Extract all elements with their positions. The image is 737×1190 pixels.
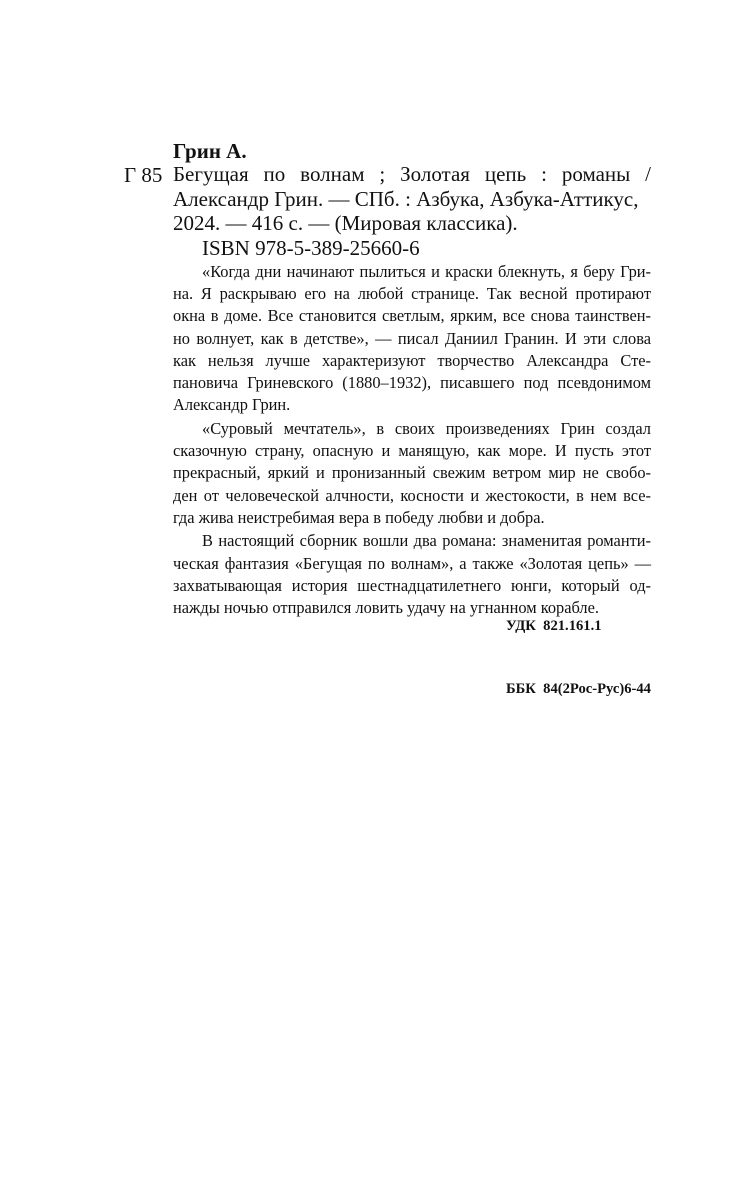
annotation-line: гда жива неистребимая вера в победу любви и добра. [173, 507, 545, 527]
annotation-line: пановича Гриневского (1880–1932), писавшего под псевдонимом [173, 373, 651, 393]
isbn-line: ISBN 978-5-389-25660-6 [202, 235, 420, 260]
annotation-line: сказочную страну, опасную и манящую, как море. И пусть этот [173, 441, 651, 461]
annotation-line: ден от человеческой алчности, косности и жестокости, в нем все- [173, 485, 651, 505]
annotation-line: но волнует, как в детстве», — писал Даниил Гранин. И эти слова [173, 328, 651, 348]
annotation-line: как нельзя лучше характеризуют творчество Александра Сте- [173, 350, 651, 370]
udk-code: УДК 821.161.1 [506, 618, 602, 634]
annotation-line: на. Я раскрываю его на любой странице. Так весной протирают [173, 284, 651, 304]
title-line: 2024. — 416 с. — (Мировая классика). [173, 211, 518, 235]
author-heading: Грин А. [173, 139, 247, 163]
annotation [173, 261, 651, 621]
annotation-line: захватывающая история шестнадцатилетнего юнги, который од- [173, 575, 651, 595]
author-mark: Г 85 [124, 163, 163, 187]
title-line: Бегущая по волнам ; Золотая цепь : романы / [173, 162, 651, 186]
annotation-line: окна в доме. Все становится светлым, ярким, все снова таинствен- [173, 306, 651, 326]
annotation-paragraph [173, 261, 651, 416]
title-line: Александр Грин. — СПб. : Азбука, Азбука-Аттикус, [173, 186, 639, 211]
annotation-line: ческая фантазия «Бегущая по волнам», а также «Золотая цепь» — [173, 553, 651, 573]
classification-codes [506, 574, 651, 742]
annotation-line: «Суровый мечтатель», в своих произведениях Грин создал [202, 418, 651, 438]
bibliographic-description [173, 162, 651, 260]
bbk-code: ББК 84(2Рос-Рус)6-44 [506, 681, 651, 697]
annotation-line: «Когда дни начинают пылиться и краски блекнуть, я беру Гри- [202, 262, 651, 281]
annotation-line: нажды ночью отправился ловить удачу на угнанном корабле. [173, 598, 599, 618]
annotation-paragraph [173, 418, 651, 529]
annotation-line: прекрасный, яркий и пронизанный свежим ветром мир не свобо- [173, 463, 651, 483]
annotation-line: В настоящий сборник вошли два романа: знаменитая романти- [202, 531, 651, 551]
annotation-line: Александр Грин. [173, 395, 291, 415]
